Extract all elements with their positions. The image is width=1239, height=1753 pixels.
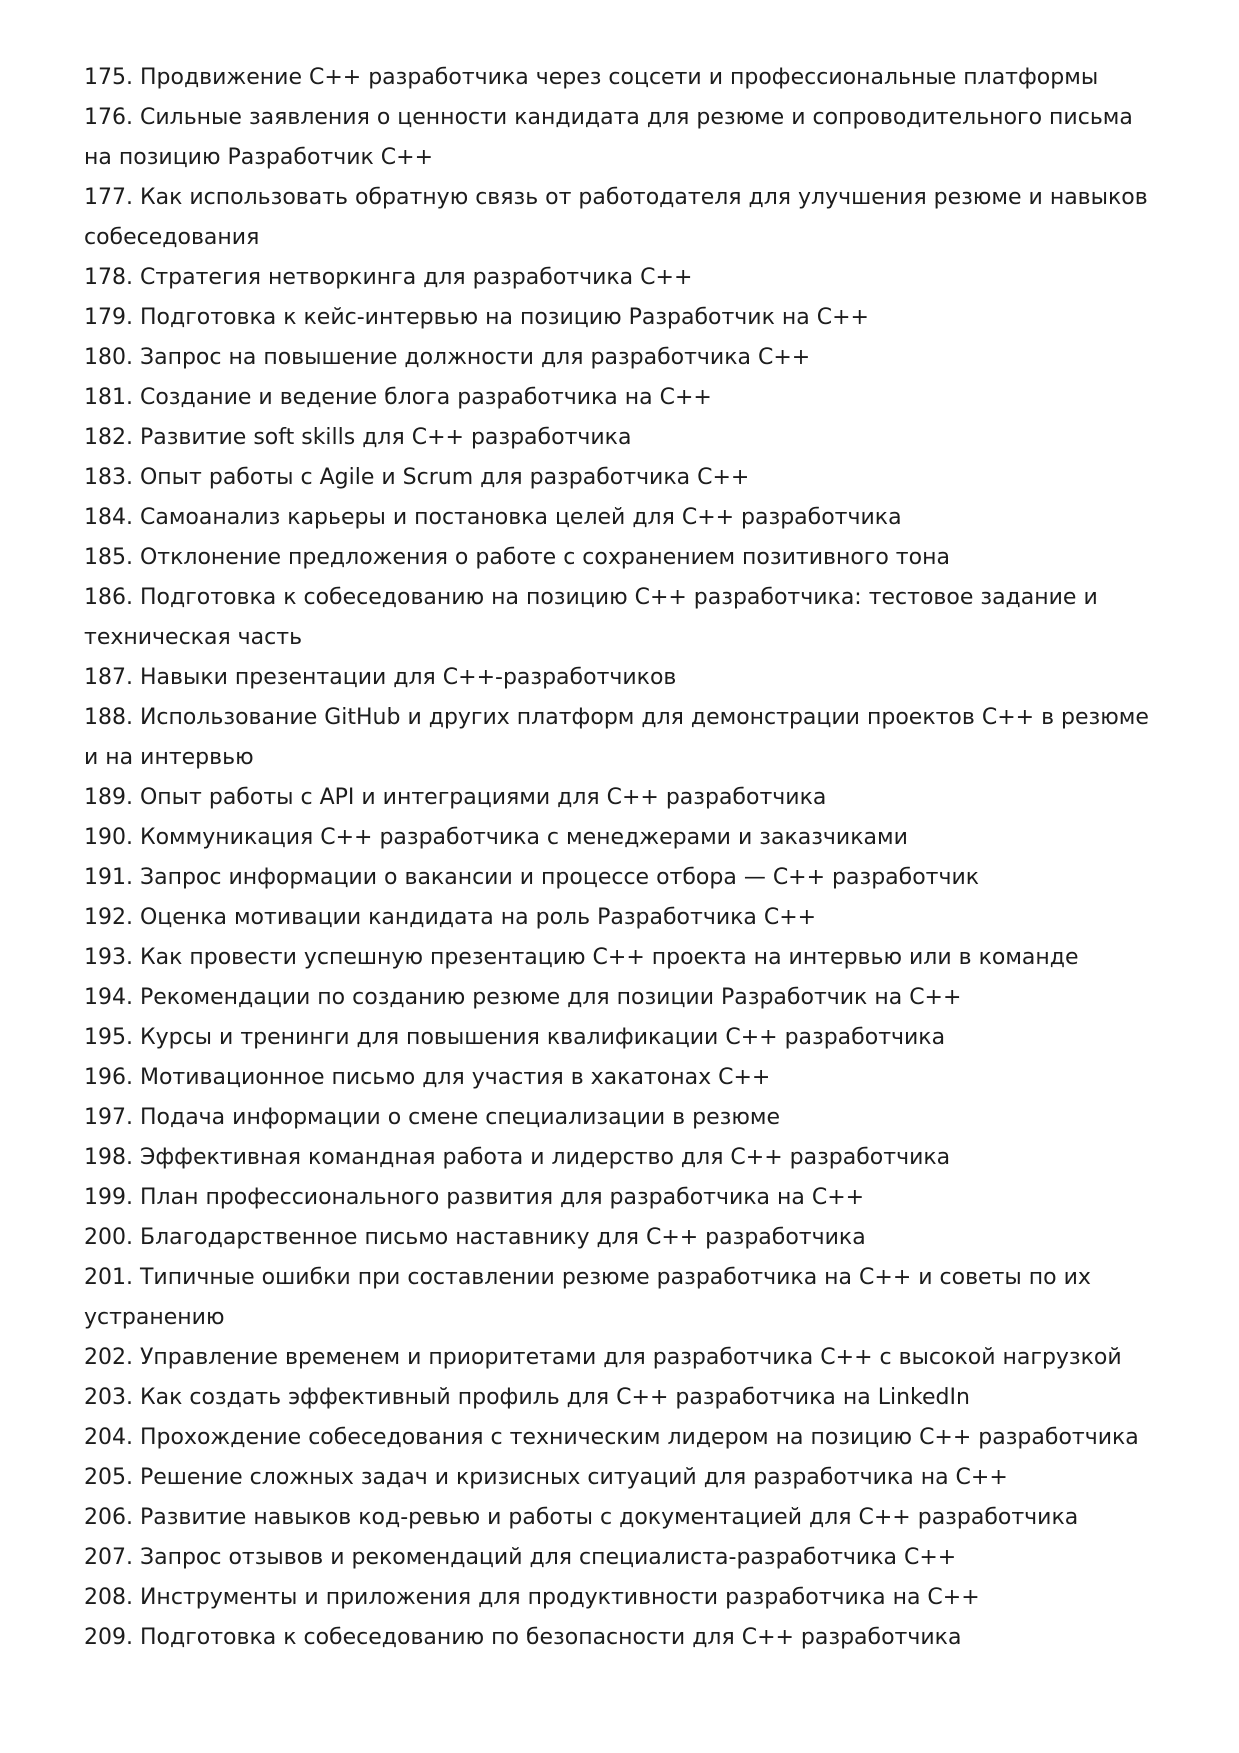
list-item: 201. Типичные ошибки при составлении резюме разработчика на C++ и советы по их устранению bbox=[84, 1265, 1091, 1330]
list-item: 208. Инструменты и приложения для продуктивности разработчика на C++ bbox=[84, 1585, 980, 1610]
list-item: 197. Подача информации о смене специализации в резюме bbox=[84, 1105, 780, 1130]
list-item: 175. Продвижение C++ разработчика через соцсети и профессиональные платформы bbox=[84, 65, 1099, 90]
list-item: 190. Коммуникация C++ разработчика с менеджерами и заказчиками bbox=[84, 825, 908, 850]
list-item: 198. Эффективная командная работа и лидерство для C++ разработчика bbox=[84, 1145, 951, 1170]
list-item: 177. Как использовать обратную связь от работодателя для улучшения резюме и навыков собеседования bbox=[84, 185, 1148, 250]
list-item: 181. Создание и ведение блога разработчика на C++ bbox=[84, 385, 712, 410]
list-item: 184. Самоанализ карьеры и постановка целей для C++ разработчика bbox=[84, 505, 902, 530]
list-item: 179. Подготовка к кейс-интервью на позицию Разработчик на C++ bbox=[84, 305, 869, 330]
list-item: 196. Мотивационное письмо для участия в хакатонах C++ bbox=[84, 1065, 771, 1090]
list-item: 202. Управление временем и приоритетами для разработчика C++ с высокой нагрузкой bbox=[84, 1345, 1122, 1370]
list-item: 191. Запрос информации о вакансии и процессе отбора — C++ разработчик bbox=[84, 865, 980, 890]
list-item: 180. Запрос на повышение должности для разработчика C++ bbox=[84, 345, 811, 370]
list-item: 203. Как создать эффективный профиль для C++ разработчика на LinkedIn bbox=[84, 1385, 970, 1410]
list-item: 178. Стратегия нетворкинга для разработчика C++ bbox=[84, 265, 693, 290]
list-item: 205. Решение сложных задач и кризисных ситуаций для разработчика на C++ bbox=[84, 1465, 1008, 1490]
list-item: 183. Опыт работы с Agile и Scrum для разработчика C++ bbox=[84, 465, 750, 490]
list-item: 185. Отклонение предложения о работе с сохранением позитивного тона bbox=[84, 545, 950, 570]
list-item: 204. Прохождение собеседования с техническим лидером на позицию C++ разработчика bbox=[84, 1425, 1139, 1450]
list-item: 182. Развитие soft skills для C++ разработчика bbox=[84, 425, 632, 450]
list-item: 195. Курсы и тренинги для повышения квалификации C++ разработчика bbox=[84, 1025, 946, 1050]
list-item: 188. Использование GitHub и других платформ для демонстрации проектов C++ в резюме и на интервью bbox=[84, 705, 1149, 770]
list-item: 193. Как провести успешную презентацию C++ проекта на интервью или в команде bbox=[84, 945, 1079, 970]
list-item: 209. Подготовка к собеседованию по безопасности для C++ разработчика bbox=[84, 1625, 962, 1650]
list-item: 187. Навыки презентации для C++-разработчиков bbox=[84, 665, 677, 690]
document-page bbox=[84, 58, 1164, 1658]
list-item: 199. План профессионального развития для разработчика на C++ bbox=[84, 1185, 865, 1210]
list-item: 194. Рекомендации по созданию резюме для позиции Разработчик на C++ bbox=[84, 985, 962, 1010]
list-item: 189. Опыт работы с API и интеграциями для C++ разработчика bbox=[84, 785, 827, 810]
list-item: 186. Подготовка к собеседованию на позицию C++ разработчика: тестовое задание и техническая часть bbox=[84, 585, 1098, 650]
list-item: 200. Благодарственное письмо наставнику для C++ разработчика bbox=[84, 1225, 866, 1250]
list-item: 176. Сильные заявления о ценности кандидата для резюме и сопроводительного письма на позицию Разработчик C++ bbox=[84, 105, 1133, 170]
list-item: 206. Развитие навыков код-ревью и работы с документацией для C++ разработчика bbox=[84, 1505, 1079, 1530]
list-item: 207. Запрос отзывов и рекомендаций для специалиста-разработчика C++ bbox=[84, 1545, 957, 1570]
list-item: 192. Оценка мотивации кандидата на роль Разработчика C++ bbox=[84, 905, 817, 930]
